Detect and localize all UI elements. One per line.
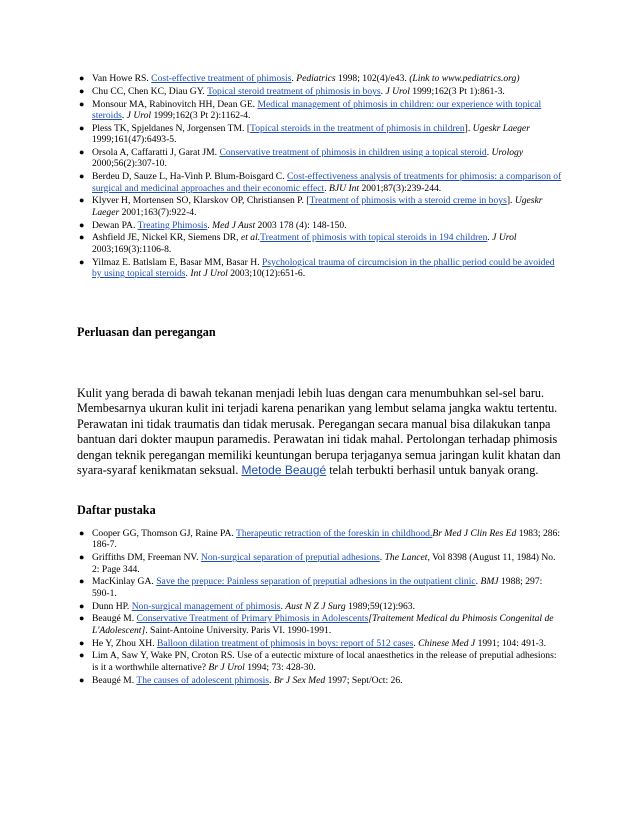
reference-citation: 1994; 73: 428-30. xyxy=(244,661,316,673)
reference-separator: . xyxy=(291,73,297,84)
reference-citation: 2001;87(3):239-244. xyxy=(359,182,442,194)
reference-authors: Griffiths DM, Freeman NV. xyxy=(92,552,201,564)
reference-citation: 1998; 102(4)/e43. xyxy=(335,73,410,84)
reference-authors: Ashfield JE, Nickel KR, Siemens DR, xyxy=(92,232,241,244)
reference-journal: BMJ xyxy=(480,576,499,588)
reference-title-link[interactable]: Conservative Treatment of Primary Phimosis in Adolescents xyxy=(136,613,369,625)
bullet-icon: ● xyxy=(79,219,85,230)
reference-journal: Br J Urol xyxy=(208,661,245,673)
reference-item xyxy=(79,232,562,255)
reference-authors: Klyver H, Mortensen SO, Klarskov OP, Christiansen P. [ xyxy=(92,195,310,207)
reference-list-bottom xyxy=(79,528,562,687)
reference-item xyxy=(79,637,562,649)
reference-authors: Pless TK, Spjeldanes N, Jorgensen TM. [ xyxy=(92,122,251,134)
reference-title-link[interactable]: Cost-effectiveness analysis of treatments for phimosis: a comparison of surgical and medicinal approaches and their economic effect xyxy=(92,171,562,194)
reference-separator: ]. xyxy=(506,195,515,207)
reference-separator: . xyxy=(486,147,492,158)
bullet-icon: ● xyxy=(79,73,85,83)
reference-journal: BJU Int xyxy=(329,182,360,194)
reference-title-link[interactable]: Medical management of phimosis in children: our experience with topical steroids xyxy=(92,98,542,121)
reference-citation: 1999;162(3 Pt 1):861-3. xyxy=(409,85,505,97)
reference-title-link[interactable]: Non-surgical separation of preputial adhesions xyxy=(200,552,380,564)
bullet-icon: ● xyxy=(79,195,85,206)
reference-item xyxy=(79,85,562,97)
reference-citation: 2001;163(7):922-4. xyxy=(119,206,197,218)
bullet-icon: ● xyxy=(79,674,85,685)
reference-et-al: et al. xyxy=(240,232,261,244)
bullet-icon: ● xyxy=(79,650,85,661)
reference-separator: . xyxy=(413,637,419,649)
reference-title-link[interactable]: Balloon dilation treatment of phimosis in boys: report of 512 cases xyxy=(157,637,414,649)
reference-title-link[interactable]: Psychological trauma of circumcision in the phallic period could be avoided by using topical steroids xyxy=(92,256,555,280)
reference-citation: 1999;161(47):6493-5. xyxy=(92,134,177,146)
reference-item xyxy=(79,73,562,84)
reference-authors: MacKinlay GA. xyxy=(92,576,157,588)
reference-citation: 1997; Sept/Oct: 26. xyxy=(325,674,403,686)
reference-item xyxy=(79,171,562,194)
reference-journal: [Traitement Medical du Phimosis Congenital de L'Adolescent] xyxy=(92,613,554,636)
body-text-before: Kulit yang berada di bawah tekanan menjadi lebih luas dengan cara menumbuhkan sel-sel baru. Membesarnya ukuran kulit ini terjadi karena penarikan yang lembut selama jangka waktu tertentu. Perawatan ini tidak traumatis dan tidak merusak. Peregangan secara manual bisa dilakukan tanpa bantuan dari dokter maupun paramedis. Perawatan ini tidak mahal. Pertolongan terhadap phimosis dengan teknik peregangan memiliki keuntungan berupa terjaganya semua jaringan kulit khatan dan syara-syaraf kenikmatan seksual. xyxy=(77,386,561,478)
bullet-icon: ● xyxy=(79,98,85,109)
reference-authors: Beaugé M. xyxy=(92,674,137,686)
bullet-icon: ● xyxy=(79,147,85,157)
reference-title-link[interactable]: Topical steroid treatment of phimosis in boys xyxy=(207,85,381,97)
reference-title-link[interactable]: Cost-effective treatment of phimosis xyxy=(151,73,292,84)
reference-item xyxy=(79,122,562,146)
reference-authors: Dewan PA. xyxy=(92,219,138,231)
reference-authors: Yilmaz E. Batlslam E, Basar MM, Basar H. xyxy=(92,256,262,268)
reference-journal: J Urol xyxy=(126,110,152,121)
reference-journal: Int J Urol xyxy=(190,268,228,280)
reference-item xyxy=(79,195,562,218)
reference-list-top xyxy=(79,73,562,281)
bibliography-heading: Daftar pustaka xyxy=(77,503,156,517)
reference-separator: . xyxy=(269,674,274,686)
reference-title-link[interactable]: Save the prepuce: Painless separation of preputial adhesions in the outpatient clinic xyxy=(156,576,476,588)
reference-separator: . xyxy=(280,600,286,612)
reference-item xyxy=(79,576,562,599)
reference-journal: Ugeskr Laeger xyxy=(92,195,543,218)
bullet-icon: ● xyxy=(79,576,85,587)
metode-beauge-link[interactable]: Metode Beaugé xyxy=(241,463,327,478)
reference-authors: Van Howe RS. xyxy=(92,73,152,84)
reference-title-link[interactable]: Non-surgical management of phimosis xyxy=(131,600,281,612)
reference-title-link[interactable]: Therapeutic retraction of the foreskin in childhood. xyxy=(236,528,433,539)
reference-separator: . xyxy=(207,219,213,231)
reference-authors: Beaugé M. xyxy=(92,613,137,625)
reference-separator: . xyxy=(324,182,329,194)
reference-title-link[interactable]: Treatment of phimosis with a steroid creme in boys xyxy=(309,195,507,207)
reference-journal: Ugeskr Laeger xyxy=(472,122,530,134)
bullet-icon: ● xyxy=(79,256,85,267)
reference-citation: 1991; 104: 491-3. xyxy=(475,637,547,649)
reference-title-link[interactable]: Treating Phimosis xyxy=(137,219,208,231)
reference-title-link[interactable]: Topical steroids in the treatment of phimosis in children xyxy=(250,122,465,134)
reference-citation: . Saint-Antoine University. Paris VI. 1990-1991. xyxy=(145,624,332,636)
reference-separator: . xyxy=(380,85,386,97)
reference-authors: Lim A, Saw Y, Wake PN, Croton RS. Use of a eutectic mixture of local anaesthetics in the release of preputial adhesions: is it a worthwhile alternative? xyxy=(92,650,557,673)
reference-authors: Orsola A, Caffaratti J, Garat JM. xyxy=(92,147,220,158)
reference-authors: Monsour MA, Rabinovitch HH, Dean GE. xyxy=(92,98,258,110)
reference-authors: He Y, Zhou XH. xyxy=(92,637,158,649)
reference-journal: Chinese Med J xyxy=(418,637,476,649)
bullet-icon: ● xyxy=(79,528,85,538)
reference-item xyxy=(79,600,562,612)
reference-citation: , Vol 8398 (August 11, 1984) No. 2: Page 344. xyxy=(92,552,556,575)
reference-item xyxy=(79,147,562,170)
reference-citation: 1983; 286: 186-7. xyxy=(92,528,561,551)
reference-item xyxy=(79,613,562,636)
bullet-icon: ● xyxy=(79,613,85,624)
reference-item xyxy=(79,650,562,673)
reference-separator: . xyxy=(121,110,127,121)
reference-journal: The Lancet xyxy=(384,552,428,564)
bullet-icon: ● xyxy=(79,552,85,563)
reference-authors: Chu CC, Chen KC, Diau GY. xyxy=(92,85,208,97)
reference-title-link[interactable]: Conservative treatment of phimosis in children using a topical steroid xyxy=(219,147,487,158)
reference-item xyxy=(79,256,562,280)
bullet-icon: ● xyxy=(79,600,85,611)
reference-citation: 1988; 297: 590-1. xyxy=(92,576,543,599)
reference-citation: 2003 178 (4): 148-150. xyxy=(255,219,347,231)
bullet-icon: ● xyxy=(79,637,85,648)
reference-citation: 1999;162(3 Pt 2):1162-4. xyxy=(151,110,251,121)
reference-authors: Cooper GG, Thomson GJ, Raine PA. xyxy=(92,528,237,539)
reference-item xyxy=(79,219,562,231)
reference-title-link[interactable]: The causes of adolescent phimosis xyxy=(136,674,270,686)
bullet-icon: ● xyxy=(79,85,85,96)
reference-citation: 1989;59(12):963. xyxy=(345,600,415,612)
reference-journal: Urology xyxy=(491,147,524,158)
reference-separator: . xyxy=(185,268,191,280)
reference-authors: Berdeu D, Sauze L, Ha-Vinh P. Blum-Boisgard C. xyxy=(92,171,288,183)
body-paragraph xyxy=(77,386,567,478)
reference-title-link[interactable]: Treatment of phimosis with topical steroids in 194 children xyxy=(260,232,488,244)
reference-item xyxy=(79,528,562,551)
reference-journal: Br J Sex Med xyxy=(273,674,326,686)
bullet-icon: ● xyxy=(79,171,85,182)
section-heading: Perluasan dan peregangan xyxy=(77,325,216,339)
reference-journal: Pediatrics xyxy=(296,73,336,84)
reference-note: (Link to www.pediatrics.org) xyxy=(409,73,520,84)
reference-journal: J Urol xyxy=(385,85,410,97)
reference-journal: Med J Aust xyxy=(212,219,256,231)
reference-authors: Dunn HP. xyxy=(92,600,132,612)
body-text-after: telah terbukti berhasil untuk banyak orang. xyxy=(326,463,539,478)
reference-journal: Br Med J Clin Res Ed xyxy=(432,528,517,539)
reference-separator: . xyxy=(379,552,385,564)
reference-separator: ]. xyxy=(464,122,473,134)
reference-item xyxy=(79,98,562,122)
reference-journal: J Urol xyxy=(492,232,517,244)
reference-journal: Aust N Z J Surg xyxy=(285,600,346,612)
reference-item xyxy=(79,674,562,686)
reference-separator: . xyxy=(475,576,481,588)
reference-citation: 2003;10(12):651-6. xyxy=(227,268,306,280)
reference-citation: 2003;169(3):1106-8. xyxy=(92,243,172,255)
reference-separator: . xyxy=(487,232,493,244)
reference-citation: 2000;56(2):307-10. xyxy=(92,158,167,170)
bullet-icon: ● xyxy=(79,232,85,243)
reference-item xyxy=(79,552,562,575)
bullet-icon: ● xyxy=(79,122,85,133)
